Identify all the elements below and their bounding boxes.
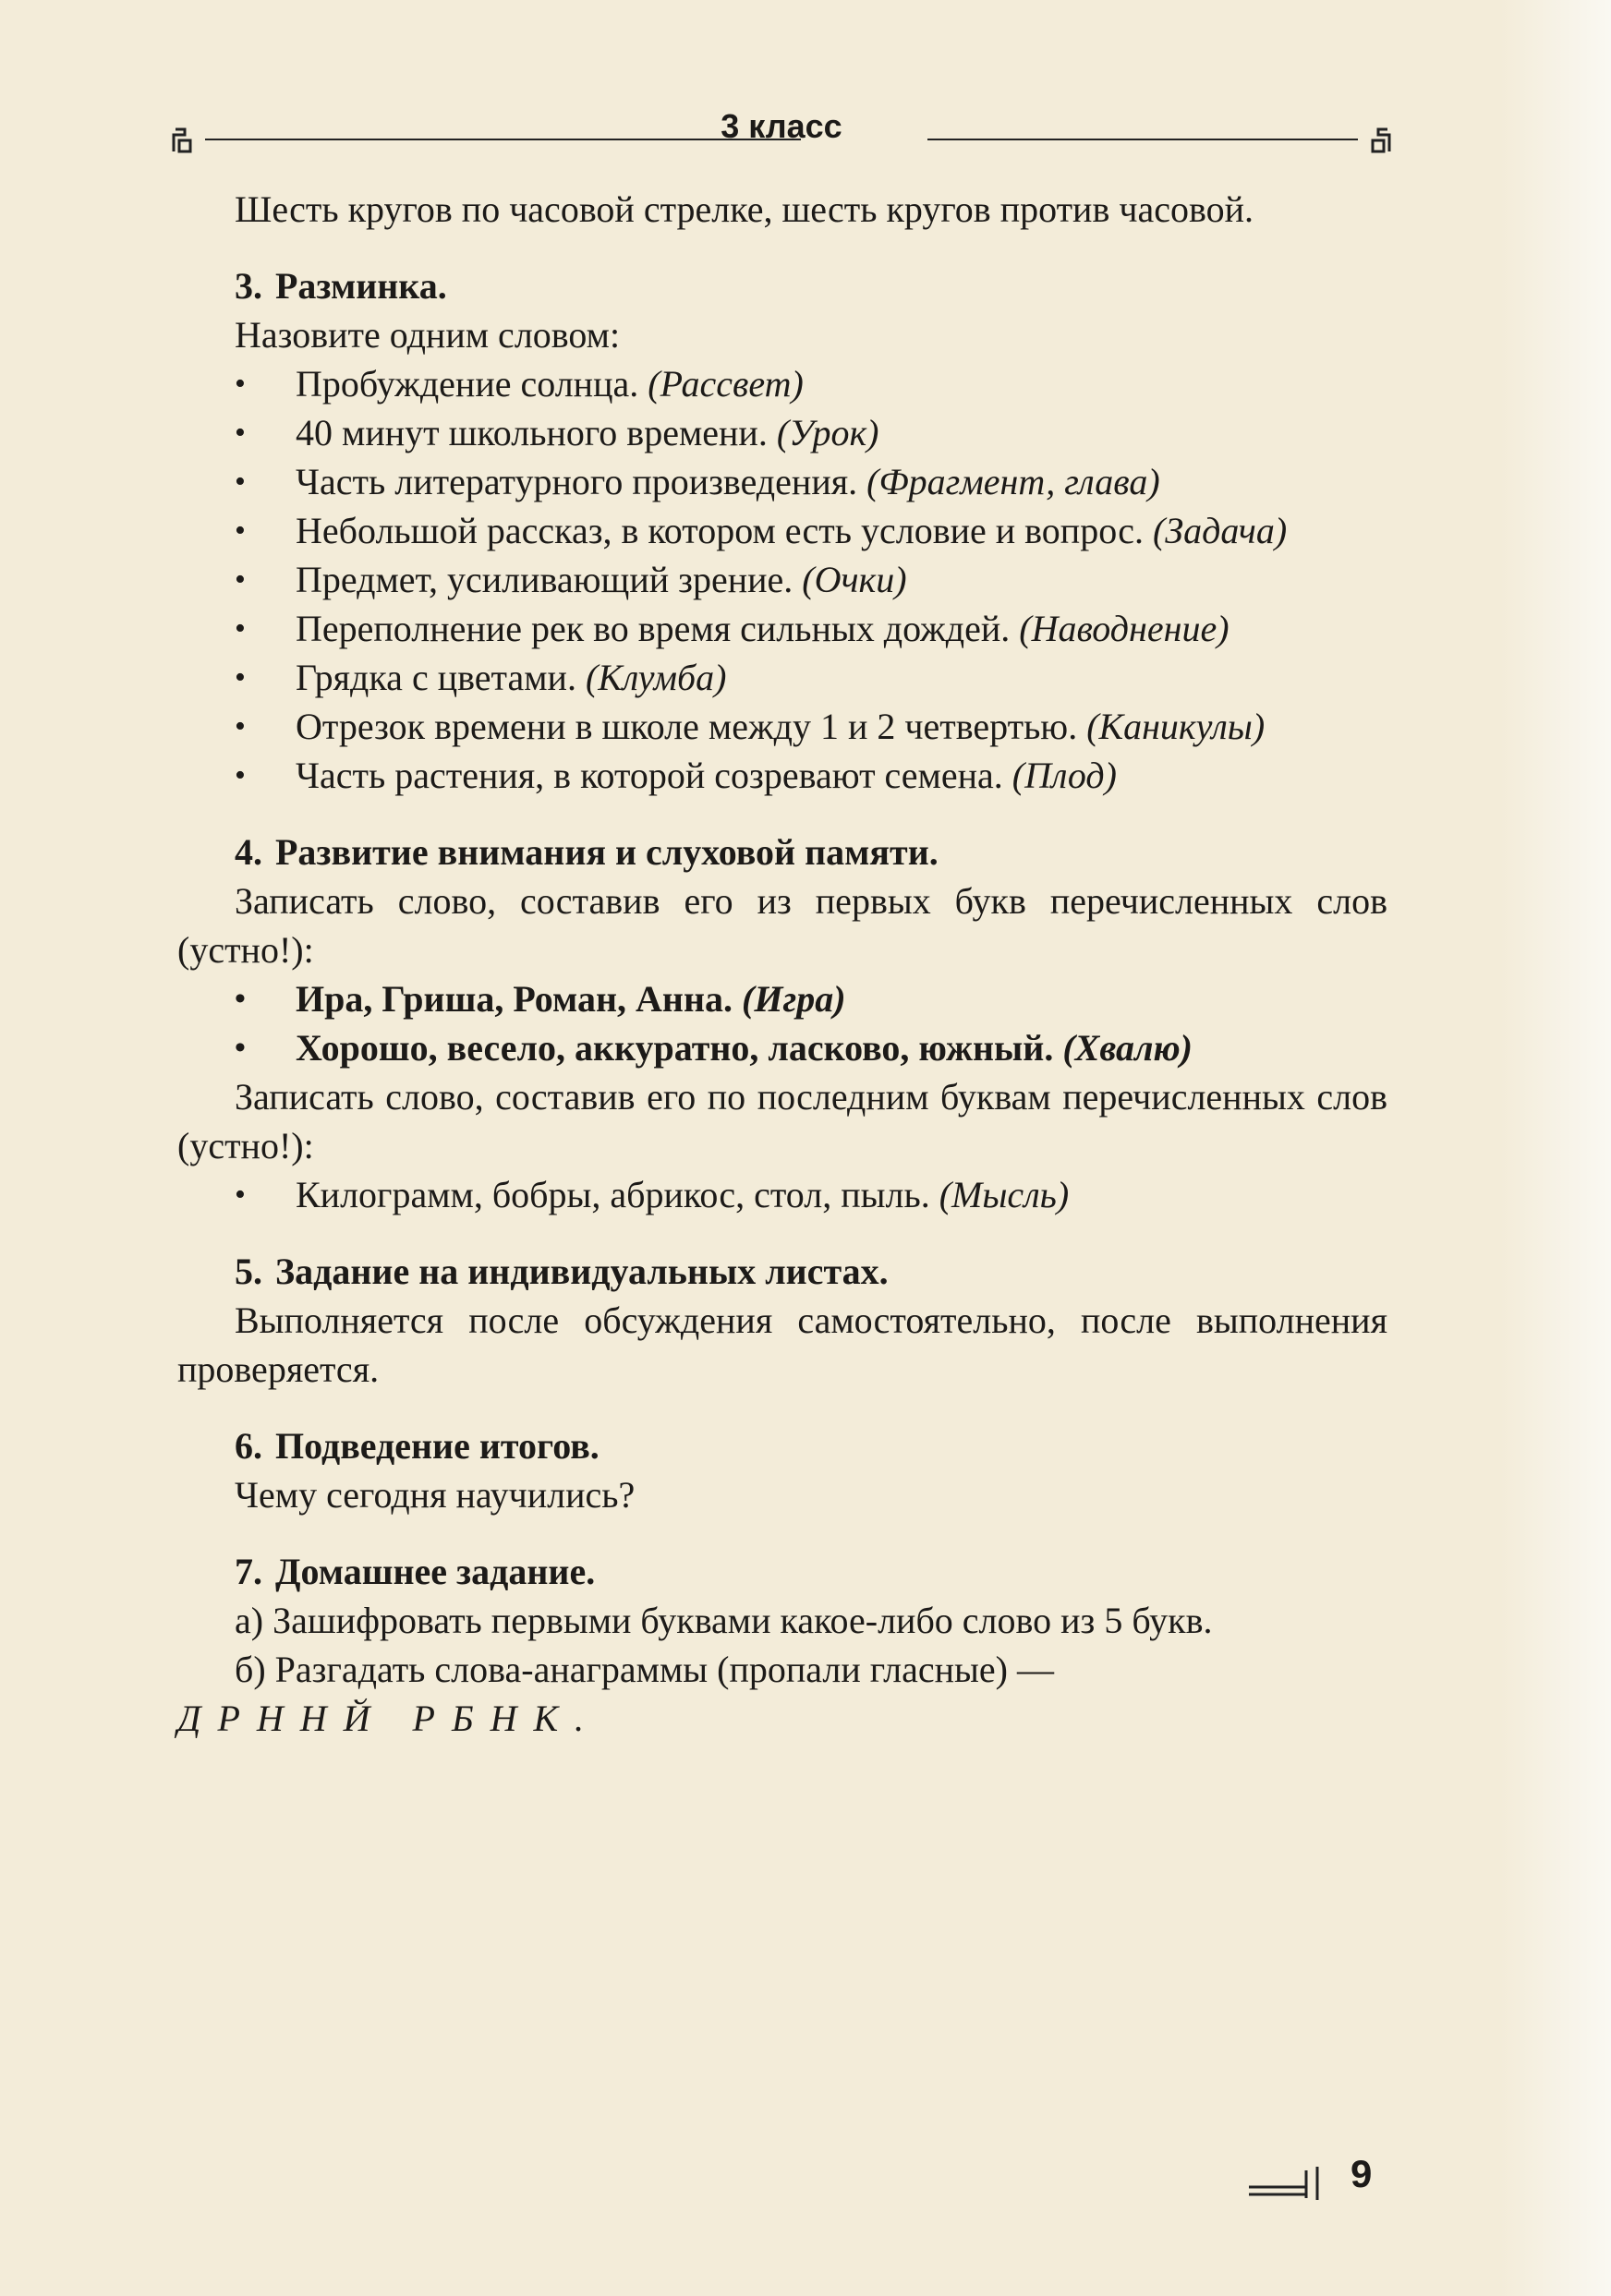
list-item: • Переполнение рек во время сильных дождей. (Наводнение): [296, 604, 1387, 653]
list-item: • Отрезок времени в школе между 1 и 2 четвертью. (Каникулы): [296, 702, 1387, 751]
list-item: • Небольшой рассказ, в котором есть условие и вопрос. (Задача): [296, 506, 1387, 555]
list-item: • Ира, Гриша, Роман, Анна. (Игра): [296, 974, 1387, 1023]
anagram-line: [177, 1694, 1387, 1743]
section-title: Задание на индивидуальных листах.: [275, 1251, 889, 1292]
answer: (Рассвет): [648, 363, 804, 405]
section-lead: Записать слово, составив его по последним буквам перечисленных слов (устно!):: [177, 1076, 1387, 1166]
answer: (Урок): [776, 412, 879, 453]
list-item: • Часть литературного произведения. (Фрагмент, глава): [296, 457, 1387, 506]
section-heading: [177, 1421, 1387, 1470]
section-title: Подведение итогов.: [275, 1425, 600, 1467]
answer: (Задача): [1152, 510, 1288, 551]
page-header-title: 3 класс: [721, 107, 842, 145]
homework-item-b: б) Разгадать слова-анаграммы (пропали гласные) —: [235, 1649, 1054, 1690]
section-number: 7.: [235, 1551, 262, 1592]
last-letters-list: [177, 1170, 1387, 1219]
list-item: • Часть растения, в которой созревают семена. (Плод): [296, 751, 1387, 800]
first-letters-list: [177, 974, 1387, 1072]
section-lead: Записать слово, составив его из первых букв перечисленных слов (устно!):: [177, 880, 1387, 971]
section-heading: [177, 261, 1387, 310]
section-homework: [177, 1547, 1387, 1743]
answer: (Плод): [1011, 755, 1117, 796]
section-lead: Назовите одним словом:: [235, 314, 621, 356]
section-title: Домашнее задание.: [275, 1551, 596, 1592]
section-heading: [177, 1547, 1387, 1596]
page-body: [177, 185, 1387, 1743]
section-heading: [177, 828, 1387, 876]
list-item: • Хорошо, весело, аккуратно, ласково, южный. (Хвалю): [296, 1023, 1387, 1072]
list-item: • Килограмм, бобры, абрикос, стол, пыль. (Мысль): [296, 1170, 1387, 1219]
page-number: 9: [1351, 2152, 1373, 2195]
section-individual-sheets: [177, 1247, 1387, 1394]
header-rule-right: [927, 139, 1358, 140]
list-item: • Пробуждение солнца. (Рассвет): [296, 359, 1387, 408]
answer: (Клумба): [585, 657, 727, 698]
section-warmup: [177, 261, 1387, 800]
section-number: 5.: [235, 1251, 262, 1292]
section-heading: [177, 1247, 1387, 1296]
page-footer: [1249, 2143, 1397, 2207]
answer: (Каникулы): [1086, 706, 1266, 747]
section-title: Разминка.: [275, 265, 447, 307]
section-summary: [177, 1421, 1387, 1519]
section-title: Развитие внимания и слуховой памяти.: [275, 831, 939, 873]
answer: (Наводнение): [1019, 608, 1229, 649]
anagram-text: ДРННЙ РБНК.: [177, 1698, 601, 1739]
answer: (Очки): [802, 559, 907, 600]
answer: (Мысль): [939, 1174, 1070, 1215]
answer: (Игра): [742, 978, 846, 1020]
running-header: [172, 103, 1391, 159]
header-ornament-right-icon: [1360, 127, 1391, 155]
section-body: Выполняется после обсуждения самостоятельно, после выполнения проверяется.: [177, 1299, 1387, 1390]
section-number: 6.: [235, 1425, 262, 1467]
warmup-list: [177, 359, 1387, 800]
section-attention: [177, 828, 1387, 1219]
intro-paragraph: Шесть кругов по часовой стрелке, шесть кругов против часовой.: [235, 188, 1254, 230]
list-item: • Грядка с цветами. (Клумба): [296, 653, 1387, 702]
section-number: 4.: [235, 831, 262, 873]
list-item: • 40 минут школьного времени. (Урок): [296, 408, 1387, 457]
answer: (Хвалю): [1062, 1027, 1193, 1069]
homework-item-a: а) Зашифровать первыми буквами какое-либо слово из 5 букв.: [235, 1600, 1213, 1641]
footer-ornament-icon: [1249, 2167, 1323, 2204]
section-number: 3.: [235, 265, 262, 307]
answer: (Фрагмент, глава): [866, 461, 1160, 502]
list-item: • Предмет, усиливающий зрение. (Очки): [296, 555, 1387, 604]
section-body: Чему сегодня научились?: [235, 1474, 636, 1516]
